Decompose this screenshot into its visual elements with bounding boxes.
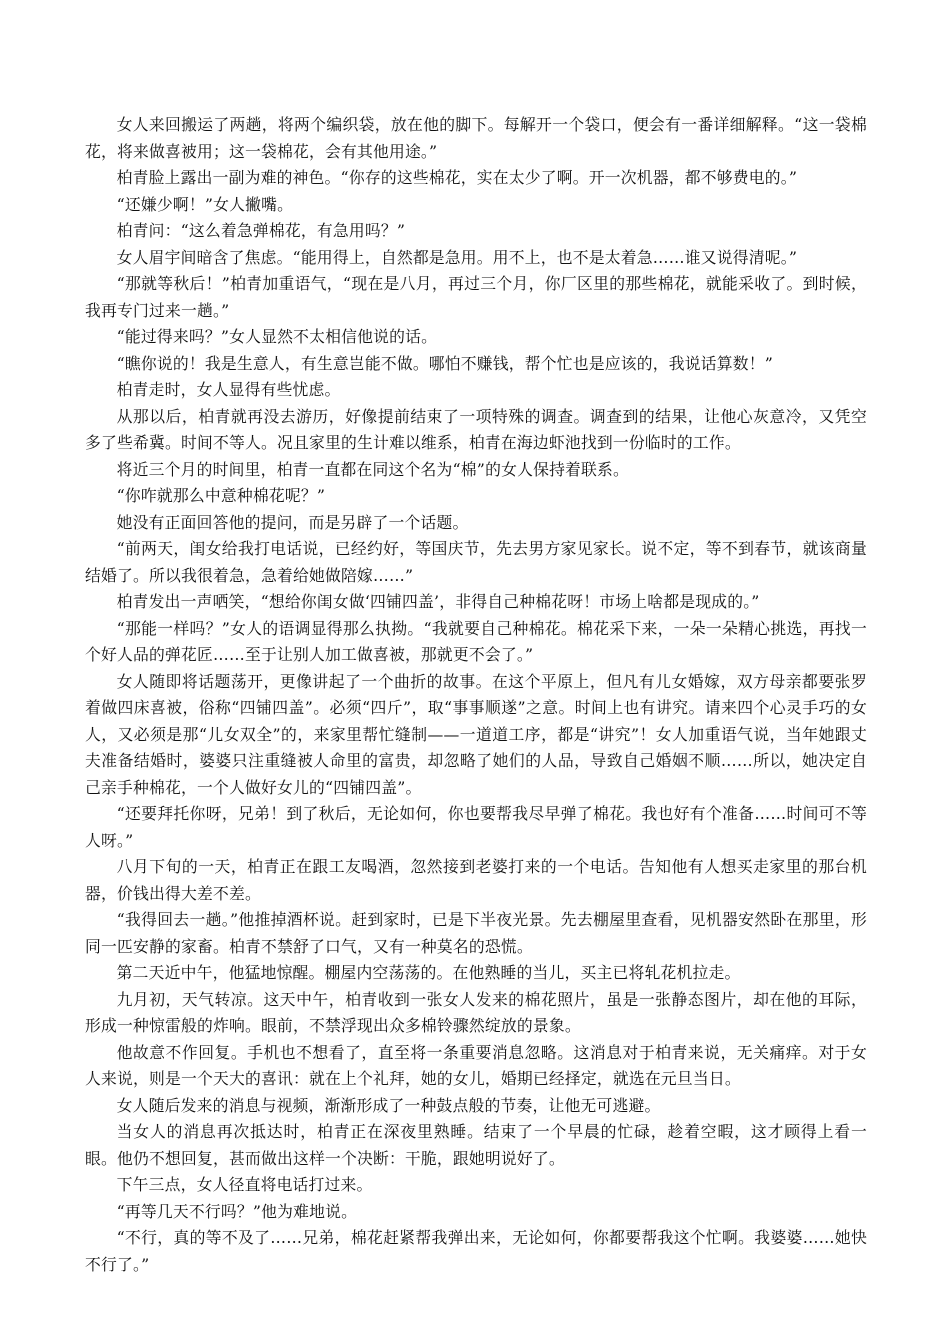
paragraph-19: 八月下旬的一天，柏青正在跟工友喝酒，忽然接到老婆打来的一个电话。告知他有人想买走家里的那台机器，价钱出得大差不差。 (85, 857, 867, 903)
paragraph-9: 柏青走时，女人显得有些忧虑。 (116, 380, 341, 399)
paragraph-17: 女人随即将话题荡开，更像讲起了一个曲折的故事。在这个平原上，但凡有儿女婚嫁，双方母亲都要张罗着做四床喜被，俗称“四铺四盖”。必须“四斤”，取“事事顺遂”之意。时间上也有讲究。请来四个心灵手巧的女人，又必须是那“儿女双全”的，来家里帮忙缝制——一道道工序，都是“讲究”！女人加重语气说，当年她跟丈夫准备结婚时，婆婆只注重缝被人命里的富贵，却忽略了她们的人品，导致自己婚姻不顺……所以，她决定自己亲手种棉花，一个人做好女儿的“四铺四盖”。 (85, 671, 867, 797)
paragraph-10: 从那以后，柏青就再没去游历，好像提前结束了一项特殊的调查。调查到的结果，让他心灰意冷，又凭空多了些希冀。时间不等人。况且家里的生计难以维系，柏青在海边虾池找到一份临时的工作。 (85, 406, 867, 452)
paragraph-3: “还嫌少啊！”女人撇嘴。 (116, 194, 294, 214)
paragraph-15: 柏青发出一声哂笑，“想给你闺女做‘四铺四盖’，非得自己种棉花呀！市场上啥都是现成的。” (116, 592, 760, 611)
paragraph-12: “你咋就那么中意种棉花呢？” (116, 486, 326, 505)
paragraph-8: “瞧你说的！我是生意人，有生意岂能不做。哪怕不赚钱，帮个忙也是应该的，我说话算数！” (116, 353, 774, 373)
paragraph-6: “那就等秋后！”柏青加重语气，“现在是八月，再过三个月，你厂区里的那些棉花，就能采收了。到时候，我再专门过来一趟。” (85, 274, 867, 320)
paragraph-5: 女人眉宇间暗含了焦虑。“能用得上，自然都是急用。用不上，也不是太着急……谁又说得清呢。” (116, 247, 798, 267)
paragraph-18: “还要拜托你呀，兄弟！到了秋后，无论如何，你也要帮我尽早弹了棉花。我也好有个准备……时间可不等人呀。” (85, 804, 867, 850)
paragraph-2: 柏青脸上露出一副为难的神色。“你存的这些棉花，实在太少了啊。开一次机器，都不够费电的。” (116, 168, 798, 187)
paragraph-4: 柏青问：“这么着急弹棉花，有急用吗？” (116, 221, 406, 240)
paragraph-11: 将近三个月的时间里，柏青一直都在同这个名为“棉”的女人保持着联系。 (116, 459, 630, 479)
paragraph-21: 第二天近中午，他猛地惊醒。棚屋内空荡荡的。在他熟睡的当儿，买主已将轧花机拉走。 (116, 963, 741, 982)
paragraph-7: “能过得来吗？”女人显然不太相信他说的话。 (116, 327, 438, 346)
paragraph-13: 她没有正面回答他的提问，而是另辟了一个话题。 (116, 512, 469, 532)
paragraph-22: 九月初，天气转凉。这天中午，柏青收到一张女人发来的棉花照片，虽是一张静态图片，却在他的耳际，形成一种惊雷般的炸响。眼前，不禁浮现出众多棉铃骤然绽放的景象。 (85, 989, 867, 1035)
paragraph-26: 下午三点，女人径直将电话打过来。 (116, 1175, 373, 1194)
paragraph-28: “不行，真的等不及了……兄弟，棉花赶紧帮我弹出来，无论如何，你都要帮我这个忙啊。我婆婆……她快不行了。” (85, 1228, 867, 1274)
paragraph-16: “那能一样吗？”女人的语调显得那么执拗。“我就要自己种棉花。棉花采下来，一朵一朵精心挑选，再找一个好人品的弹花匠……至于让别人加工做喜被，那就更不会了。” (85, 618, 867, 664)
document-page (85, 112, 867, 1278)
paragraph-23: 他故意不作回复。手机也不想看了，直至将一条重要消息忽略。这消息对于柏青来说，无关痛痒。对于女人来说，则是一个天大的喜讯：就在上个礼拜，她的女儿，婚期已经择定，就选在元旦当日。 (85, 1042, 867, 1088)
paragraph-14: “前两天，闺女给我打电话说，已经约好，等国庆节，先去男方家见家长。说不定，等不到春节，就该商量结婚了。所以我很着急，急着给她做陪嫁……” (85, 539, 867, 585)
paragraph-25: 当女人的消息再次抵达时，柏青正在深夜里熟睡。结束了一个早晨的忙碌，趁着空暇，这才顾得上看一眼。他仍不想回复，甚而做出这样一个决断：干脆，跟她明说好了。 (85, 1122, 867, 1168)
paragraph-20: “我得回去一趟。”他推掉酒杯说。赶到家时，已是下半夜光景。先去棚屋里查看，见机器安然卧在那里，形同一匹安静的家畜。柏青不禁舒了口气，又有一种莫名的恐慌。 (85, 910, 867, 956)
paragraph-24: 女人随后发来的消息与视频，渐渐形成了一种鼓点般的节奏，让他无可逃避。 (116, 1095, 661, 1115)
paragraph-27: “再等几天不行吗？”他为难地说。 (116, 1201, 358, 1221)
paragraph-1: 女人来回搬运了两趟，将两个编织袋，放在他的脚下。每解开一个袋口，便会有一番详细解释。“这一袋棉花，将来做喜被用；这一袋棉花，会有其他用途。” (85, 115, 867, 161)
